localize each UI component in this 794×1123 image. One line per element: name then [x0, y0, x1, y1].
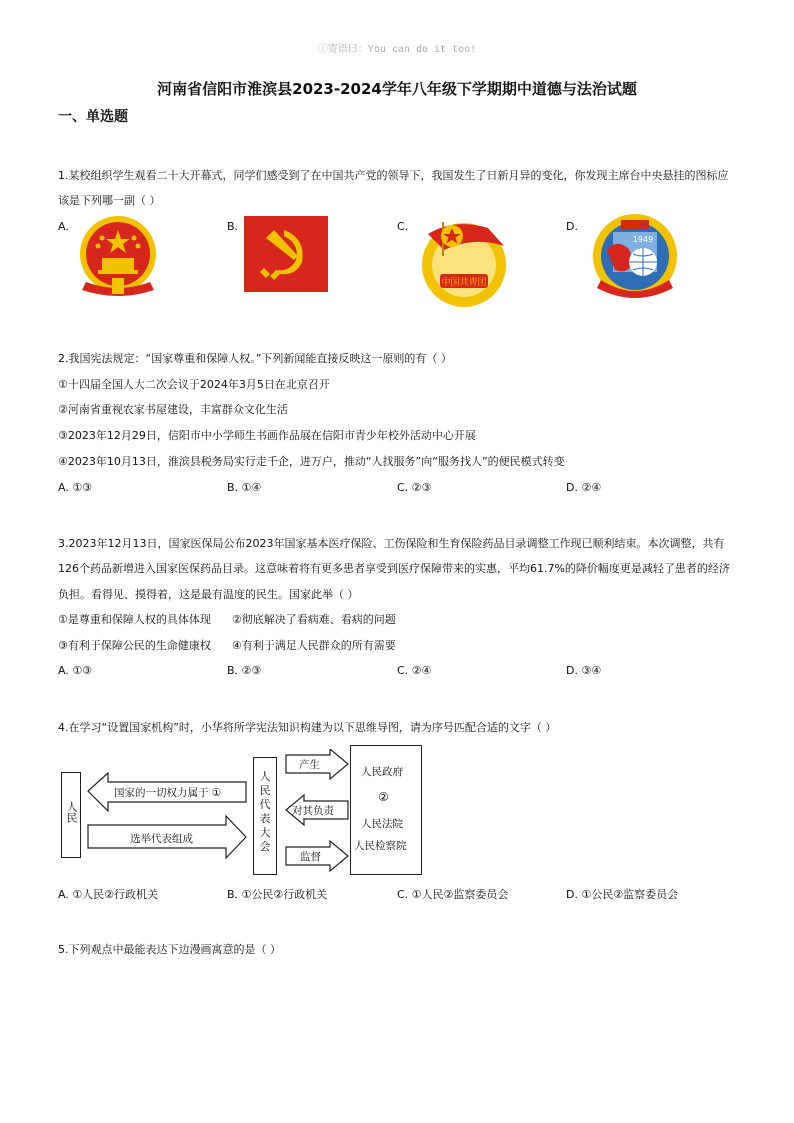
- procuratorate-label: 人民检察院: [354, 840, 407, 852]
- q1-stem-line2: 该是下列哪一副（ ）: [58, 194, 161, 207]
- blank-2-label: ②: [378, 790, 389, 804]
- q2-option-c[interactable]: C. ②③: [397, 481, 432, 494]
- produce-label: 产生: [299, 759, 320, 771]
- q3-stem-line2: 126个药品新增进入国家医保药品目录。这意味着将有更多患者享受到医疗保障带来的实惠，平均61.7%的降价幅度更是减轻了患者的经济: [58, 562, 730, 575]
- q2-item-3: ③2023年12月29日，信阳市中小学师生书画作品展在信阳市青少年校外活动中心开展: [58, 429, 476, 442]
- q4-option-b[interactable]: B. ①公民②行政机关: [227, 888, 328, 901]
- people-label: 人民: [65, 801, 78, 823]
- people-box: [61, 772, 81, 858]
- q4-option-c[interactable]: C. ①人民②监察委员会: [397, 888, 509, 901]
- court-label: 人民法院: [361, 818, 403, 830]
- cppcc-emblem-icon[interactable]: [585, 210, 685, 302]
- q2-option-d[interactable]: D. ②④: [566, 481, 602, 494]
- q3-stem-line1: 3.2023年12月13日，国家医保局公布2023年国家基本医疗保险、工伤保险和生育保险药品目录调整工作现已顺利结束。本次调整，共有: [58, 537, 725, 550]
- q1-option-b-label[interactable]: B.: [227, 220, 239, 233]
- q2-stem: 2.我国宪法规定：“国家尊重和保障人权。”下列新闻能直接反映这一原则的有（ ）: [58, 352, 452, 365]
- responsible-label: 对其负责: [292, 805, 334, 817]
- q1-stem-line1: 1.某校组织学生观看二十大开幕式，同学们感受到了在中国共产党的领导下，我国发生了日新月异的变化，你发现主席台中央悬挂的图标应: [58, 169, 729, 182]
- congress-label: 人民代表大会: [259, 770, 271, 853]
- q1-option-d-label[interactable]: D.: [566, 220, 578, 233]
- q5-stem: 5.下列观点中最能表达下边漫画寓意的是（ ）: [58, 943, 281, 956]
- page-title: 河南省信阳市淮滨县2023-2024学年八年级下学期期中道德与法治试题: [157, 80, 637, 98]
- cppcc-year-text: 1949: [632, 235, 654, 244]
- q3-option-c[interactable]: C. ②④: [397, 664, 432, 677]
- q1-option-a-label[interactable]: A.: [58, 220, 69, 233]
- q3-items-row2: ③有利于保障公民的生命健康权 ④有利于满足人民群众的所有需要: [58, 639, 396, 652]
- congress-box: [253, 757, 277, 875]
- q3-items-row1: ①是尊重和保障人权的具体体现 ②彻底解决了看病难、看病的问题: [58, 613, 396, 626]
- arrow-top-label: 国家的一切权力属于 ①: [114, 787, 222, 799]
- q4-option-a[interactable]: A. ①人民②行政机关: [58, 888, 159, 901]
- youth-league-text: 中国共青团: [441, 278, 487, 288]
- q2-item-1: ①十四届全国人大二次会议于2024年3月5日在北京召开: [58, 378, 330, 391]
- q2-option-b[interactable]: B. ①④: [227, 481, 262, 494]
- q3-option-d[interactable]: D. ③④: [566, 664, 602, 677]
- youth-league-emblem-icon[interactable]: [414, 210, 514, 310]
- q4-option-d[interactable]: D. ①公民②监察委员会: [566, 888, 679, 901]
- q1-option-c-label[interactable]: C.: [397, 220, 409, 233]
- section-heading: 一、单选题: [58, 109, 128, 125]
- q3-stem-line3: 负担。看得见、摸得着，这是最有温度的民生。国家此举（ ）: [58, 588, 359, 601]
- supervise-label: 监督: [300, 851, 321, 863]
- arrow-bottom-label: 选举代表组成: [130, 833, 193, 845]
- q2-item-4: ④2023年10月13日，淮滨县税务局实行走千企，进万户，推动“人找服务”向“服务找人”的便民模式转变: [58, 455, 565, 468]
- q3-option-a[interactable]: A. ①③: [58, 664, 93, 677]
- gov-label: 人民政府: [361, 766, 403, 778]
- national-emblem-icon[interactable]: [68, 212, 168, 302]
- q4-stem: 4.在学习“设置国家机构”时，小华将所学宪法知识构建为以下思维导图，请为序号匹配合适的文字（ ）: [58, 721, 557, 734]
- q3-option-b[interactable]: B. ②③: [227, 664, 262, 677]
- q2-item-2: ②河南省重视农家书屋建设，丰富群众文化生活: [58, 403, 288, 416]
- q2-option-a[interactable]: A. ①③: [58, 481, 93, 494]
- watermark: ⓘ寄语曰：You can do it too!: [317, 44, 477, 55]
- party-flag-icon[interactable]: [244, 216, 328, 292]
